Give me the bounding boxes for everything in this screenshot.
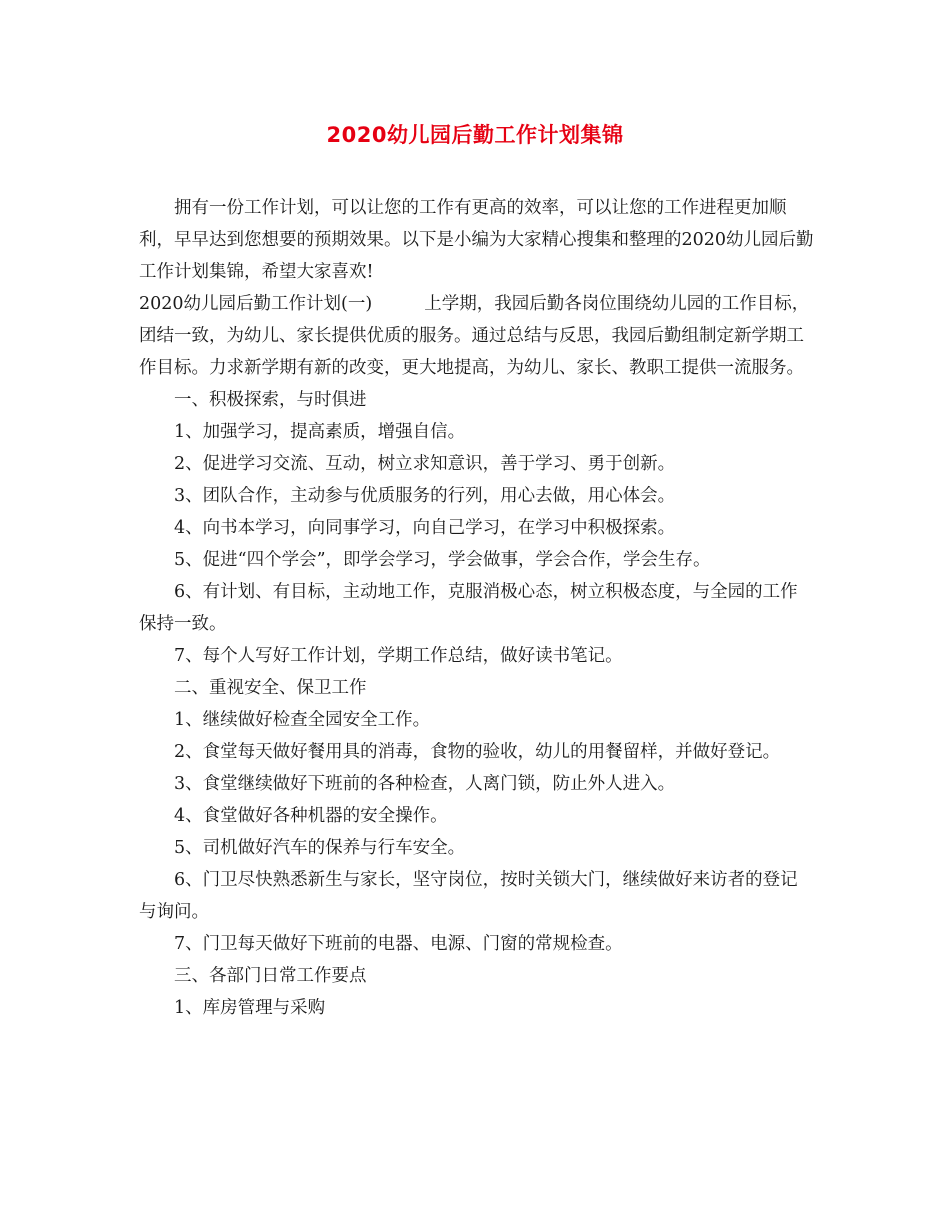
list-item: 5、司机做好汽车的保养与行车安全。 bbox=[174, 838, 466, 858]
list-item: 1、继续做好检查全园安全工作。 bbox=[174, 710, 431, 730]
list-item: 1、库房管理与采购 bbox=[174, 998, 326, 1018]
list-item: 6、有计划、有目标，主动地工作，克服消极心态，树立积极态度，与全园的工作保持一致。 bbox=[139, 582, 798, 634]
list-item: 5、促进“四个学会”，即学会学习，学会做事，学会合作，学会生存。 bbox=[174, 550, 711, 570]
list-item: 2、促进学习交流、互动，树立求知意识，善于学习、勇于创新。 bbox=[174, 454, 676, 474]
list-item: 6、门卫尽快熟悉新生与家长，坚守岗位，按时关锁大门，继续做好来访者的登记与询问。 bbox=[139, 870, 798, 922]
list-item: 7、门卫每天做好下班前的电器、电源、门窗的常规检查。 bbox=[174, 934, 623, 954]
list-item: 3、团队合作，主动参与优质服务的行列，用心去做，用心体会。 bbox=[174, 486, 676, 506]
document-title: 2020幼儿园后勤工作计划集锦 bbox=[326, 123, 624, 147]
plan-heading: 2020幼儿园后勤工作计划(一) bbox=[139, 294, 373, 314]
list-item: 4、向书本学习，向同事学习，向自己学习，在学习中积极探索。 bbox=[174, 518, 676, 538]
document-body bbox=[139, 192, 815, 1024]
list-item: 7、每个人写好工作计划，学期工作总结，做好读书笔记。 bbox=[174, 646, 623, 666]
section-heading-1: 一、积极探索，与时俱进 bbox=[174, 390, 367, 410]
list-item: 3、食堂继续做好下班前的各种检查，人离门锁，防止外人进入。 bbox=[174, 774, 676, 794]
section-heading-2: 二、重视安全、保卫工作 bbox=[174, 678, 367, 698]
plan-intro: 上学期，我园后勤各岗位围绕幼儿园的工作目标，团结一致，为幼儿、家长提供优质的服务。通过总结与反思，我园后勤组制定新学期工作目标。力求新学期有新的改变，更大地提高，为幼儿、家长、教职工提供一流服务。 bbox=[139, 294, 810, 378]
section-heading-3: 三、各部门日常工作要点 bbox=[174, 966, 367, 986]
list-item: 2、食堂每天做好餐用具的消毒，食物的验收，幼儿的用餐留样，并做好登记。 bbox=[174, 742, 781, 762]
intro-paragraph: 拥有一份工作计划，可以让您的工作有更高的效率，可以让您的工作进程更加顺利，早早达到您想要的预期效果。以下是小编为大家精心搜集和整理的2020幼儿园后勤工作计划集锦，希望大家喜欢! bbox=[139, 198, 814, 282]
list-item: 1、加强学习，提高素质，增强自信。 bbox=[174, 422, 466, 442]
list-item: 4、食堂做好各种机器的安全操作。 bbox=[174, 806, 448, 826]
plan-paragraph bbox=[139, 288, 815, 384]
